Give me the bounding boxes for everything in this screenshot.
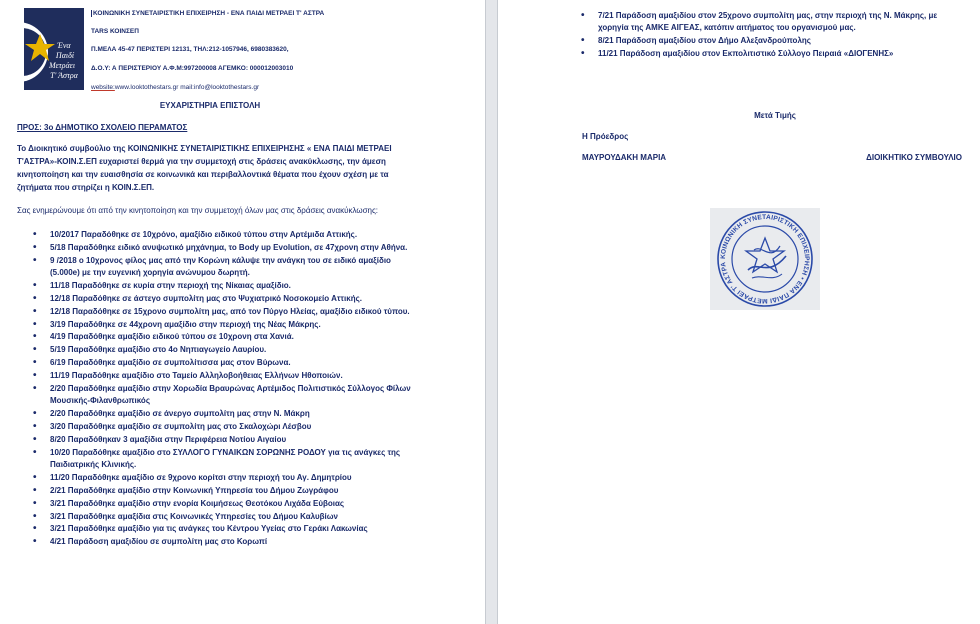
list-item: • 8/21 Παράδοση αμαξιδίου στον Δήμο Αλεξανδρούπολης	[498, 35, 968, 47]
list-item: • 2/20 Παραδόθηκε αμαξίδιο σε άνεργο συμπολίτη μας στην Ν. Μάκρη	[0, 408, 420, 420]
letter-recipient: ΠΡΟΣ: 3ο ΔΗΜΟΤΙΚΟ ΣΧΟΛΕΙΟ ΠΕΡΑΜΑΤΟΣ	[17, 123, 188, 132]
actions-list	[0, 229, 420, 549]
company-stamp	[710, 208, 820, 310]
letter-title: ΕΥΧΑΡΙΣΤΗΡΙΑ ΕΠΙΣΤΟΛΗ	[159, 101, 261, 110]
list-item: • 11/20 Παραδόθηκε αμαξίδιο σε 9χρονο κορίτσι στην περιοχή του Αγ. Δημητρίου	[0, 472, 420, 484]
stamp-ring-textpath: ΚΟΙΝΩΝΙΚΗ ΣΥΝΕΤΑΙΡΙΣΤΙΚΗ ΕΠΙΧΕΙΡΗΣΗ • ΕΝΑ ΠΑΙΔΙ ΜΕΤΡΑΕΙ Τ' ΑΣΤΡΑ	[719, 213, 811, 305]
actions-list-continued	[498, 10, 968, 61]
list-item: • 2/21 Παραδόθηκε αμαξίδιο στην Κοινωνική Υπηρεσία του Δήμου Ζωγράφου	[0, 485, 420, 497]
letter-lead: Σας ενημερώνουμε ότι από την κινητοποίηση και την συμμετοχή όλων μας στις δράσεις ανακύκλωσης:	[17, 206, 379, 215]
list-item: • 8/20 Παραδόθηκαν 3 αμαξίδια στην Περιφέρεια Νοτίου Αιγαίου	[0, 434, 420, 446]
logo-text-3: Μετράει	[48, 61, 76, 70]
list-item: • 3/21 Παραδόθηκε αμαξίδιο για τις ανάγκες του Κέντρου Υγείας στο Γεράκι Λακωνίας	[0, 523, 420, 535]
list-item: • 12/18 Παραδόθηκε σε άστεγο συμπολίτη μας στο Ψυχιατρικό Νοσοκομείο Αττικής.	[0, 293, 420, 305]
website-label: website:	[91, 84, 115, 91]
list-item: • 10/2017 Παραδόθηκε σε 10χρόνο, αμαξίδιο ειδικού τύπου στην Αρτέμιδα Αττικής.	[0, 229, 420, 241]
signer-name: ΜΑΥΡΟΥΔΑΚΗ ΜΑΡΙΑ	[582, 153, 667, 162]
list-item: • 4/19 Παραδόθηκε αμαξίδιο ειδικού τύπου σε 10χρονη στα Χανιά.	[0, 331, 420, 343]
header-short-name: TARS ΚΟΙΝΣΕΠ	[91, 28, 139, 35]
logo-text-4: Τ' Άστρα	[50, 71, 78, 80]
document-page-right	[498, 0, 980, 624]
letter-intro: Το Διοικητικό συμβούλιο της ΚΟΙΝΩΝΙΚΗΣ ΣΥΝΕΤΑΙΡΙΣΤΙΚΗΣ ΕΠΙΧΕΙΡΗΣΗΣ « ΕΝΑ ΠΑΙΔΙ ΜΕΤΡΑΕΙ Τ'ΑΣΤΡΑ»-ΚΟΙΝ.Σ.ΕΠ ευχαριστεί θερμά για την συμμετοχή στις δράσεις ανακύκλωσης, την άμεση κινητοποίηση και την ευαισθησία σε κοινωνικά και περιβαλλοντικά θέματα που έχουν σχέση με τα ζητήματα που στηρίζει η ΚΟΙΝ.Σ.ΕΠ.	[17, 144, 392, 192]
document-page-left	[0, 0, 485, 624]
list-item: • 2/20 Παραδόθηκε αμαξίδιο στην Χορωδία Βραυρώνας Αρτέμιδος Πολιτιστικός Σύλλογος Φίλων Μουσικής-Φιλανθρωπικός	[0, 383, 420, 407]
list-item: • 10/20 Παραδόθηκε αμαξίδιο στο ΣΥΛΛΟΓΟ ΓΥΝΑΙΚΩΝ ΣΟΡΩΝΗΣ ΡΟΔΟΥ για τις ανάγκες της Παιδιατρικής Κλινικής.	[0, 447, 420, 471]
mail-label: mail:	[178, 84, 194, 91]
email-link[interactable]: info@looktothestars.gr	[193, 84, 260, 91]
company-logo	[24, 8, 84, 90]
list-item: • 4/21 Παράδοση αμαξιδίου σε συμπολίτη μας στο Κορωπί	[0, 536, 420, 548]
list-item: • 12/18 Παραδόθηκε σε 15χρονο συμπολίτη μας, από τον Πύργο Ηλείας, αμαξίδιο ειδικού τύπου.	[0, 306, 420, 318]
list-item: • 3/21 Παραδόθηκε αμαξίδια στις Κοινωνικές Υπηρεσίες του Δήμου Καλυβίων	[0, 511, 420, 523]
list-item: • 5/18 Παραδόθηκε ειδικό ανυψωτικό μηχάνημα, το Body up Evolution, σε 47χρονη στην Αθήνα.	[0, 242, 420, 254]
header-company-name: ΚΟΙΝΩΝΙΚΗ ΣΥΝΕΤΑΙΡΙΣΤΙΚΗ ΕΠΙΧΕΙΡΗΣΗ - ΕΝΑ ΠΑΙΔΙ ΜΕΤΡΑΕΙ Τ' ΑΣΤΡΑ	[93, 10, 325, 17]
list-item: • 3/21 Παραδόθηκε αμαξίδιο στην ενορία Κοιμήσεως Θεοτόκου Λιχάδα Εύβοιας	[0, 498, 420, 510]
page-gutter	[485, 0, 498, 624]
list-item: • 9 /2018 ο 10χρονος φίλος μας από την Κορώνη κάλυψε την ανάγκη του σε ειδικό αμαξίδιο (5.000e) με την ευγενική χορηγία ανώνυμου δωρητή.	[0, 255, 420, 279]
website-link[interactable]: www.looktothestars.gr	[114, 84, 179, 91]
header-address: Π.ΜΕΛΑ 45-47 ΠΕΡΙΣΤΕΡΙ 12131, ΤΗΛ:212-1057946, 6980383620,	[91, 46, 289, 53]
logo-text-2: Παιδί	[55, 51, 75, 60]
list-item: • 7/21 Παράδοση αμαξιδίου στον 25χρονο συμπολίτη μας, στην περιοχή της Ν. Μάκρης, με χορηγία της ΑΜΚΕ ΑΙΓΕΑΣ, κατόπιν αιτήματος του οργανισμού μας.	[498, 10, 968, 34]
board-label: ΔΙΟΙΚΗΤΙΚΟ ΣΥΜΒΟΥΛΙΟ	[866, 153, 962, 162]
list-item: • 3/19 Παραδόθηκε σε 44χρονη αμαξίδιο στην περιοχή της Νέας Μάκρης.	[0, 319, 420, 331]
list-item: • 11/21 Παράδοση αμαξιδίου στον Εκπολιτιστικό Σύλλογο Πειραιά «ΔΙΟΓΕΝΗΣ»	[498, 48, 968, 60]
logo-text-1: Ένα	[57, 41, 71, 50]
signer-role: Η Πρόεδρος	[582, 132, 629, 141]
list-item: • 11/18 Παραδόθηκε σε κυρία στην περιοχή της Νίκαιας αμαξίδιο.	[0, 280, 420, 292]
list-item: • 5/19 Παραδόθηκε αμαξίδιο στο 4ο Νηπιαγωγείο Λαυρίου.	[0, 344, 420, 356]
list-item: • 6/19 Παραδόθηκε αμαξίδιο σε συμπολίτισσα μας στον Βύρωνα.	[0, 357, 420, 369]
list-item: • 3/20 Παραδόθηκε αμαξίδιο σε συμπολίτη μας στο Σκαλοχώρι Λέσβου	[0, 421, 420, 433]
header-contact-line	[91, 84, 259, 91]
closing-salutation: Μετά Τιμής	[754, 111, 796, 120]
header-tax-info: Δ.Ο.Υ: Α ΠΕΡΙΣΤΕΡΙΟΥ Α.Φ.Μ:997200008 ΑΓΕΜΚΟ: 000012003010	[91, 65, 294, 72]
list-item: • 11/19 Παραδόθηκε αμαξίδιο στο Ταμείο Αλληλοβοήθειας Ελλήνων Ηθοποιών.	[0, 370, 420, 382]
